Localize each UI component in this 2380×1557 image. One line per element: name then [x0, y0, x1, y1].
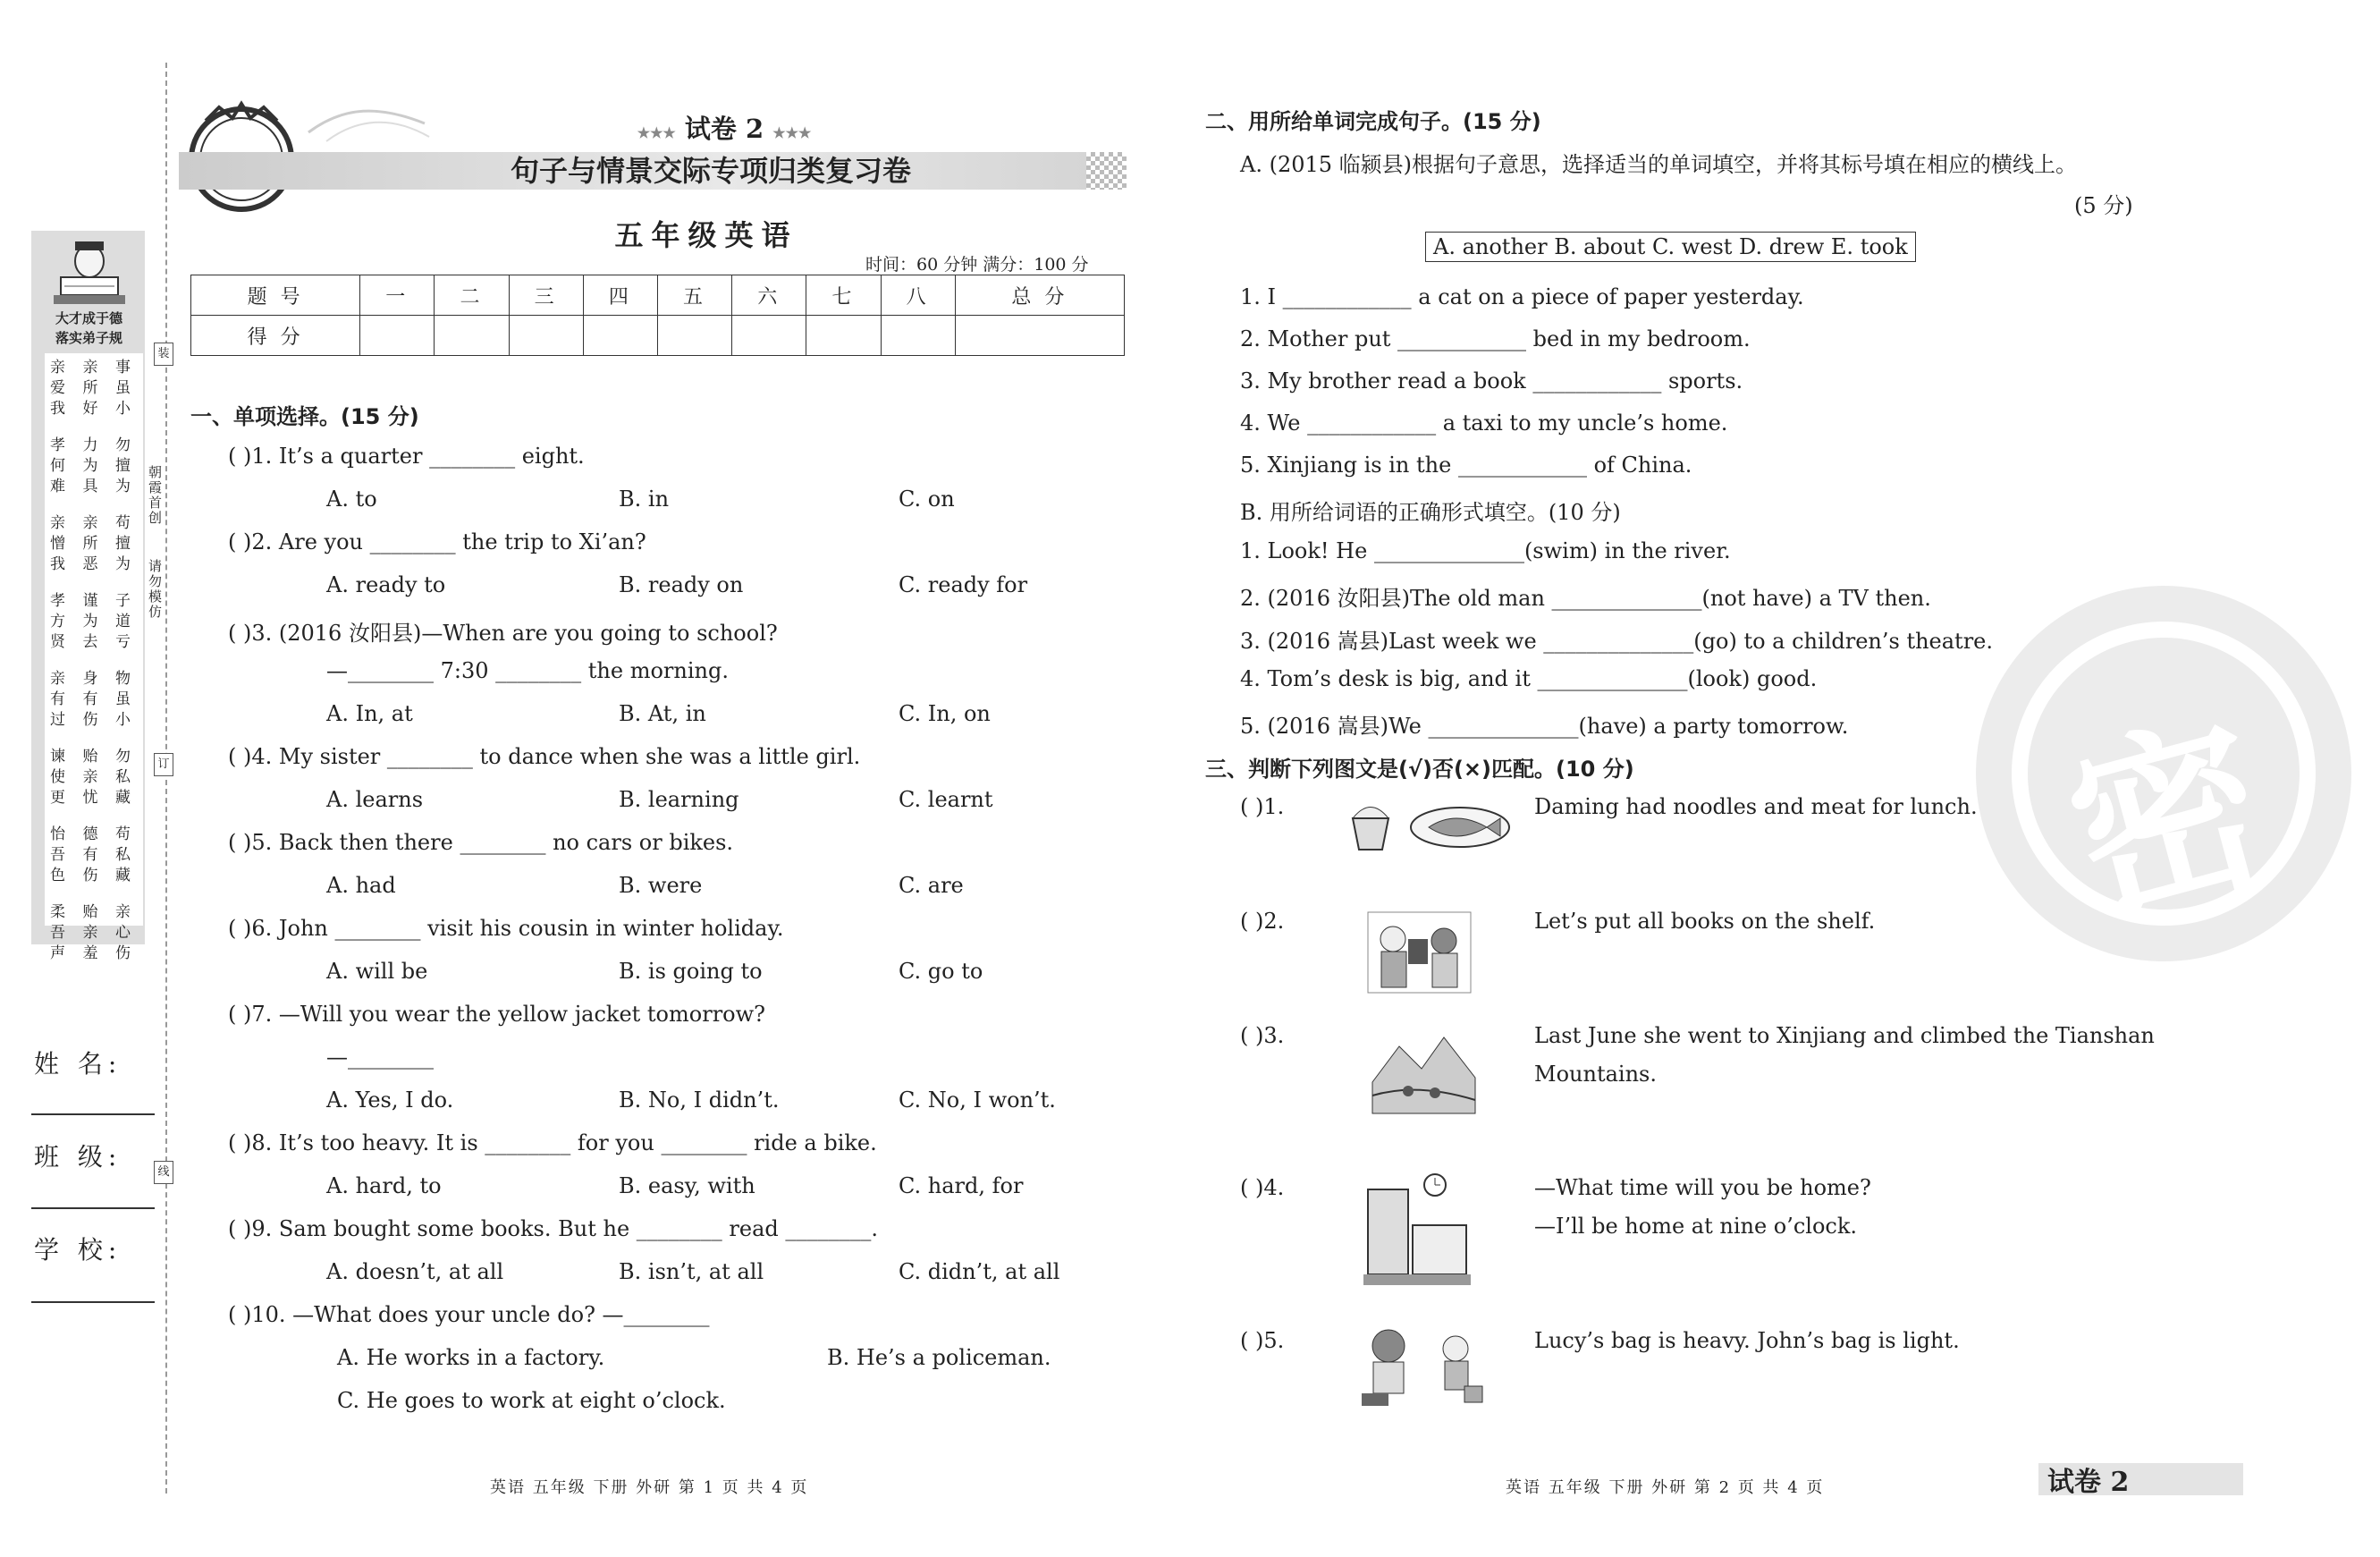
q1-stem: ( )1. It’s a quarter ________ eight.: [228, 444, 585, 469]
rule-char: 亲: [82, 768, 98, 786]
q7-option: B. No, I didn’t.: [619, 1087, 780, 1113]
q4-option: A. learns: [326, 787, 424, 812]
q3-option: A. In, at: [326, 701, 413, 726]
q6-option: B. is going to: [619, 959, 763, 984]
rule-char: 忧: [82, 789, 98, 807]
rule-row: [50, 902, 131, 923]
school-label: 学 校:: [34, 1235, 122, 1265]
rule-char: 为: [82, 457, 98, 475]
score-header-cell: 二: [435, 275, 509, 316]
rule-row: [50, 554, 131, 575]
score-input-cell[interactable]: [509, 316, 583, 356]
q5-stem: ( )5. Back then there ________ no cars or bikes.: [228, 830, 734, 855]
score-input-cell[interactable]: [955, 316, 1124, 356]
score-input-cell[interactable]: [806, 316, 881, 356]
rule-char: 伤: [115, 944, 131, 962]
section2-partB-instruction: B. 用所给词语的正确形式填空。(10 分): [1240, 500, 1621, 525]
rule-char: 擅: [115, 535, 131, 553]
rice-and-fish-picture: [1348, 796, 1514, 859]
section2-heading: 二、用所给单词完成句子。(15 分): [1205, 109, 1541, 134]
q9-option: C. didn’t, at all: [899, 1259, 1060, 1284]
rule-char: 身: [82, 670, 98, 688]
rule-char: 贻: [82, 748, 98, 766]
score-header-cell: 三: [509, 275, 583, 316]
mountain-climbing-picture: [1372, 1028, 1475, 1113]
binding-mark-2: 订: [154, 753, 173, 776]
b1-sentence: 1. Look! He ______________(swim) in the river.: [1240, 538, 1731, 563]
match-item-number: ( )5.: [1240, 1328, 1285, 1353]
rule-char: 小: [115, 711, 131, 729]
rule-block: [50, 591, 131, 653]
match-item-text: Let’s put all books on the shelf.: [1534, 909, 1876, 934]
score-header-cell: 总 分: [955, 275, 1124, 316]
rule-row: [50, 378, 131, 399]
score-row-label: 得 分: [191, 316, 360, 356]
q8-option: B. easy, with: [619, 1173, 755, 1198]
rule-char: 有: [50, 690, 65, 708]
rule-char: 苟: [115, 825, 131, 843]
score-header-cell: 题 号: [191, 275, 360, 316]
rule-char: 好: [82, 400, 98, 418]
paper-number: [626, 109, 823, 146]
paper-tab: 试卷 2: [2047, 1467, 2130, 1498]
rule-row: [50, 866, 131, 886]
q5-option: A. had: [326, 873, 396, 898]
school-field[interactable]: [31, 1301, 155, 1303]
rule-row: [50, 690, 131, 710]
match-item-text-line2: —I’ll be home at nine o’clock.: [1534, 1214, 1858, 1239]
q10-option: B. He’s a policeman.: [827, 1345, 1051, 1370]
rule-char: 亲: [50, 514, 65, 532]
star-icons-left: ★★★: [637, 124, 676, 141]
q10-option: A. He works in a factory.: [337, 1345, 605, 1370]
rule-char: 虽: [115, 690, 131, 708]
rule-char: 有: [82, 846, 98, 864]
rule-char: 亲: [50, 670, 65, 688]
rule-block: [50, 902, 131, 964]
rule-block: [50, 825, 131, 886]
match-item-number: ( )2.: [1240, 909, 1285, 934]
q2-option: A. ready to: [326, 572, 446, 597]
b4-sentence: 4. Tom’s desk is big, and it ______________(look) good.: [1240, 666, 1818, 691]
rule-char: 亲: [82, 514, 98, 532]
rule-char: 恶: [82, 555, 98, 573]
motto-line-2: 落实弟子规: [55, 330, 122, 346]
rule-char: 所: [82, 535, 98, 553]
q5-option: C. are: [899, 873, 964, 898]
score-header-cell: 四: [583, 275, 657, 316]
q3-option: B. At, in: [619, 701, 706, 726]
q3-option: C. In, on: [899, 701, 991, 726]
rule-char: 勿: [115, 748, 131, 766]
rule-char: 小: [115, 400, 131, 418]
q9-stem: ( )9. Sam bought some books. But he ________ read ________.: [228, 1216, 879, 1241]
q9-option: B. isn’t, at all: [619, 1259, 764, 1284]
rule-char: 亲: [50, 359, 65, 377]
binding-mark-3: 线: [154, 1161, 173, 1184]
q6-option: A. will be: [326, 959, 428, 984]
b5-sentence: 5. (2016 嵩县)We ______________(have) a party tomorrow.: [1240, 714, 1849, 739]
dizigui-rules: [50, 358, 131, 980]
rule-char: 亏: [115, 633, 131, 651]
q6-option: C. go to: [899, 959, 983, 984]
rule-char: 虽: [115, 379, 131, 397]
q7-option: A. Yes, I do.: [326, 1087, 454, 1113]
score-input-cell[interactable]: [360, 316, 435, 356]
b3-sentence: 3. (2016 嵩县)Last week we ______________(go) to a children’s theatre.: [1240, 629, 1994, 654]
match-item-text: —What time will you be home?: [1534, 1175, 1871, 1200]
rule-row: [50, 788, 131, 808]
rule-char: 羞: [82, 944, 98, 962]
name-label: 姓 名:: [34, 1049, 122, 1079]
a5-sentence: 5. Xinjiang is in the ____________ of China.: [1240, 453, 1692, 478]
q3-stem: ( )3. (2016 汝阳县)—When are you going to school?: [228, 621, 778, 646]
rule-char: 擅: [115, 457, 131, 475]
vertical-note-1: 朝霞首创: [147, 465, 163, 526]
score-header-cell: 七: [806, 275, 881, 316]
q8-option: C. hard, for: [899, 1173, 1024, 1198]
rule-block: [50, 513, 131, 575]
rule-row: [50, 513, 131, 534]
rule-char: 德: [82, 825, 98, 843]
q7-option: C. No, I won’t.: [899, 1087, 1056, 1113]
rule-row: [50, 632, 131, 653]
word-bank-box: A. another B. about C. west D. drew E. took: [1425, 232, 1916, 262]
match-item-text: Lucy’s bag is heavy. John’s bag is light.: [1534, 1328, 1960, 1353]
score-input-cell[interactable]: [657, 316, 731, 356]
rule-char: 子: [115, 592, 131, 610]
score-input-cell[interactable]: [435, 316, 509, 356]
match-item-number: ( )3.: [1240, 1023, 1285, 1048]
match-item-number: ( )4.: [1240, 1175, 1285, 1200]
rule-char: 所: [82, 379, 98, 397]
match-item-text: Daming had noodles and meat for lunch.: [1534, 794, 1978, 819]
a4-sentence: 4. We ____________ a taxi to my uncle’s home.: [1240, 410, 1728, 436]
rule-char: 我: [50, 555, 65, 573]
rule-char: 怡: [50, 825, 65, 843]
rule-row: [50, 944, 131, 964]
rule-row: [50, 710, 131, 731]
rule-row: [50, 612, 131, 632]
match-item-text: Last June she went to Xinjiang and climbed the Tianshan: [1534, 1023, 2155, 1048]
q1-option: B. in: [619, 487, 670, 512]
score-header-cell: 八: [881, 275, 955, 316]
rule-char: 难: [50, 478, 65, 495]
match-item-number: ( )1.: [1240, 794, 1285, 819]
a1-sentence: 1. I ____________ a cat on a piece of paper yesterday.: [1240, 284, 1804, 309]
rule-block: [50, 436, 131, 497]
rule-char: 吾: [50, 846, 65, 864]
q6-stem: ( )6. John ________ visit his cousin in winter holiday.: [228, 916, 784, 941]
rule-char: 苟: [115, 514, 131, 532]
rule-row: [50, 591, 131, 612]
rule-char: 柔: [50, 903, 65, 921]
score-input-cell[interactable]: [732, 316, 806, 356]
score-header-cell: 六: [732, 275, 806, 316]
score-header-cell: 一: [360, 275, 435, 316]
rule-char: 私: [115, 846, 131, 864]
section1-heading: 一、单项选择。(15 分): [190, 404, 419, 429]
ribbon-decoration: [308, 97, 434, 150]
rule-char: 何: [50, 457, 65, 475]
kids-with-bags-picture: [1357, 1324, 1487, 1409]
binding-mark-1: 装: [154, 343, 173, 366]
rule-char: 亲: [82, 359, 98, 377]
rule-char: 更: [50, 789, 65, 807]
rule-char: 孝: [50, 436, 65, 454]
rule-char: 憎: [50, 535, 65, 553]
score-table-header: [191, 275, 1125, 316]
q5-option: B. were: [619, 873, 703, 898]
q8-option: A. hard, to: [326, 1173, 442, 1198]
name-field[interactable]: [31, 1113, 155, 1115]
q7-stem: ( )7. —Will you wear the yellow jacket tomorrow?: [228, 1002, 766, 1027]
rule-char: 使: [50, 768, 65, 786]
rule-char: 过: [50, 711, 65, 729]
match-item-text-line2: Mountains.: [1534, 1062, 1657, 1087]
q1-option: A. to: [326, 487, 377, 512]
score-table-score-row: [191, 316, 1125, 356]
rule-row: [50, 456, 131, 477]
q10-stem: ( )10. —What does your uncle do? —________: [228, 1302, 710, 1327]
rule-row: [50, 747, 131, 767]
vertical-note-2: 请勿模仿: [147, 559, 163, 620]
subject-title: 五年级英语: [614, 218, 798, 252]
score-input-cell[interactable]: [881, 316, 955, 356]
rule-row: [50, 845, 131, 866]
rule-char: 谏: [50, 748, 65, 766]
rule-char: 孝: [50, 592, 65, 610]
rule-char: 藏: [115, 867, 131, 884]
rule-char: 为: [115, 478, 131, 495]
rule-char: 有: [82, 690, 98, 708]
rule-row: [50, 358, 131, 378]
rule-char: 方: [50, 613, 65, 630]
rule-char: 去: [82, 633, 98, 651]
rule-row: [50, 923, 131, 944]
rule-row: [50, 436, 131, 456]
q2-option: C. ready for: [899, 572, 1028, 597]
q1-option: C. on: [899, 487, 955, 512]
q4-option: C. learnt: [899, 787, 993, 812]
clock-and-home-picture: [1359, 1172, 1475, 1292]
time-info: 时间：60 分钟 满分：100 分: [865, 255, 1089, 275]
rule-char: 亲: [115, 903, 131, 921]
rule-block: [50, 747, 131, 808]
score-header-cell: 五: [657, 275, 731, 316]
rule-row: [50, 399, 131, 419]
rule-char: 为: [115, 555, 131, 573]
rule-row: [50, 669, 131, 690]
rule-char: 贤: [50, 633, 65, 651]
scholar-illustration: [45, 234, 134, 308]
star-icons-right: ★★★: [772, 124, 812, 141]
rule-char: 私: [115, 768, 131, 786]
rule-block: [50, 358, 131, 419]
sidebar-motto: [38, 309, 140, 348]
rule-char: 伤: [82, 867, 98, 884]
q4-option: B. learning: [619, 787, 739, 812]
section2-partA-instruction: A. (2015 临颍县)根据句子意思，选择适当的单词填空，并将其标号填在相应的横线上。: [1240, 152, 2078, 177]
motto-line-1: 大才成于德: [55, 310, 122, 326]
rule-char: 藏: [115, 789, 131, 807]
watermark-glyph: 密: [2048, 690, 2287, 952]
page-title: 句子与情景交际专项归类复习卷: [510, 154, 911, 188]
a3-sentence: 3. My brother read a book ____________ sports.: [1240, 368, 1743, 393]
rule-char: 贻: [82, 903, 98, 921]
rule-char: 具: [82, 478, 98, 495]
q2-option: B. ready on: [619, 572, 744, 597]
rule-char: 心: [115, 924, 131, 942]
rule-row: [50, 825, 131, 845]
q7-stem-line2: —________: [326, 1045, 434, 1070]
rule-char: 道: [115, 613, 131, 630]
rule-char: 我: [50, 400, 65, 418]
rule-row: [50, 767, 131, 788]
q9-option: A. doesn’t, at all: [326, 1259, 504, 1284]
b2-sentence: 2. (2016 汝阳县)The old man ______________(not have) a TV then.: [1240, 586, 1931, 611]
footer-page-1: 英语 五年级 下册 外研 第 1 页 共 4 页: [490, 1478, 809, 1497]
rule-char: 物: [115, 670, 131, 688]
a2-sentence: 2. Mother put ____________ bed in my bedroom.: [1240, 326, 1751, 351]
score-input-cell[interactable]: [583, 316, 657, 356]
rule-char: 事: [115, 359, 131, 377]
rule-char: 伤: [82, 711, 98, 729]
rule-char: 谨: [82, 592, 98, 610]
q10-option: C. He goes to work at eight o’clock.: [337, 1388, 726, 1413]
class-label: 班 级:: [34, 1142, 122, 1172]
rule-row: [50, 534, 131, 554]
section3-heading: 三、判断下列图文是(√)否(×)匹配。(10 分): [1205, 757, 1634, 782]
rule-char: 为: [82, 613, 98, 630]
rule-char: 吾: [50, 924, 65, 942]
rule-block: [50, 669, 131, 731]
q4-stem: ( )4. My sister ________ to dance when she was a little girl.: [228, 744, 861, 769]
people-with-books-picture: [1368, 912, 1471, 993]
rule-char: 色: [50, 867, 65, 884]
checker-decoration: [1086, 152, 1127, 190]
rule-char: 亲: [82, 924, 98, 942]
rule-char: 爱: [50, 379, 65, 397]
rule-char: 声: [50, 944, 65, 962]
score-table: [190, 275, 1125, 356]
paper-number-text: 试卷 2: [684, 114, 764, 144]
rule-char: 勿: [115, 436, 131, 454]
q2-stem: ( )2. Are you ________ the trip to Xi’an?: [228, 529, 646, 554]
footer-page-2: 英语 五年级 下册 外研 第 2 页 共 4 页: [1506, 1478, 1825, 1497]
class-field[interactable]: [31, 1207, 155, 1209]
section2-partA-score: (5 分): [2074, 193, 2133, 218]
rule-row: [50, 477, 131, 497]
q8-stem: ( )8. It’s too heavy. It is ________ for you ________ ride a bike.: [228, 1130, 877, 1155]
binding-dashed-line: [165, 63, 167, 1494]
confidential-watermark: [1976, 586, 2351, 961]
rule-char: 力: [82, 436, 98, 454]
q3-stem-line2: —________ 7:30 ________ the morning.: [326, 658, 729, 683]
